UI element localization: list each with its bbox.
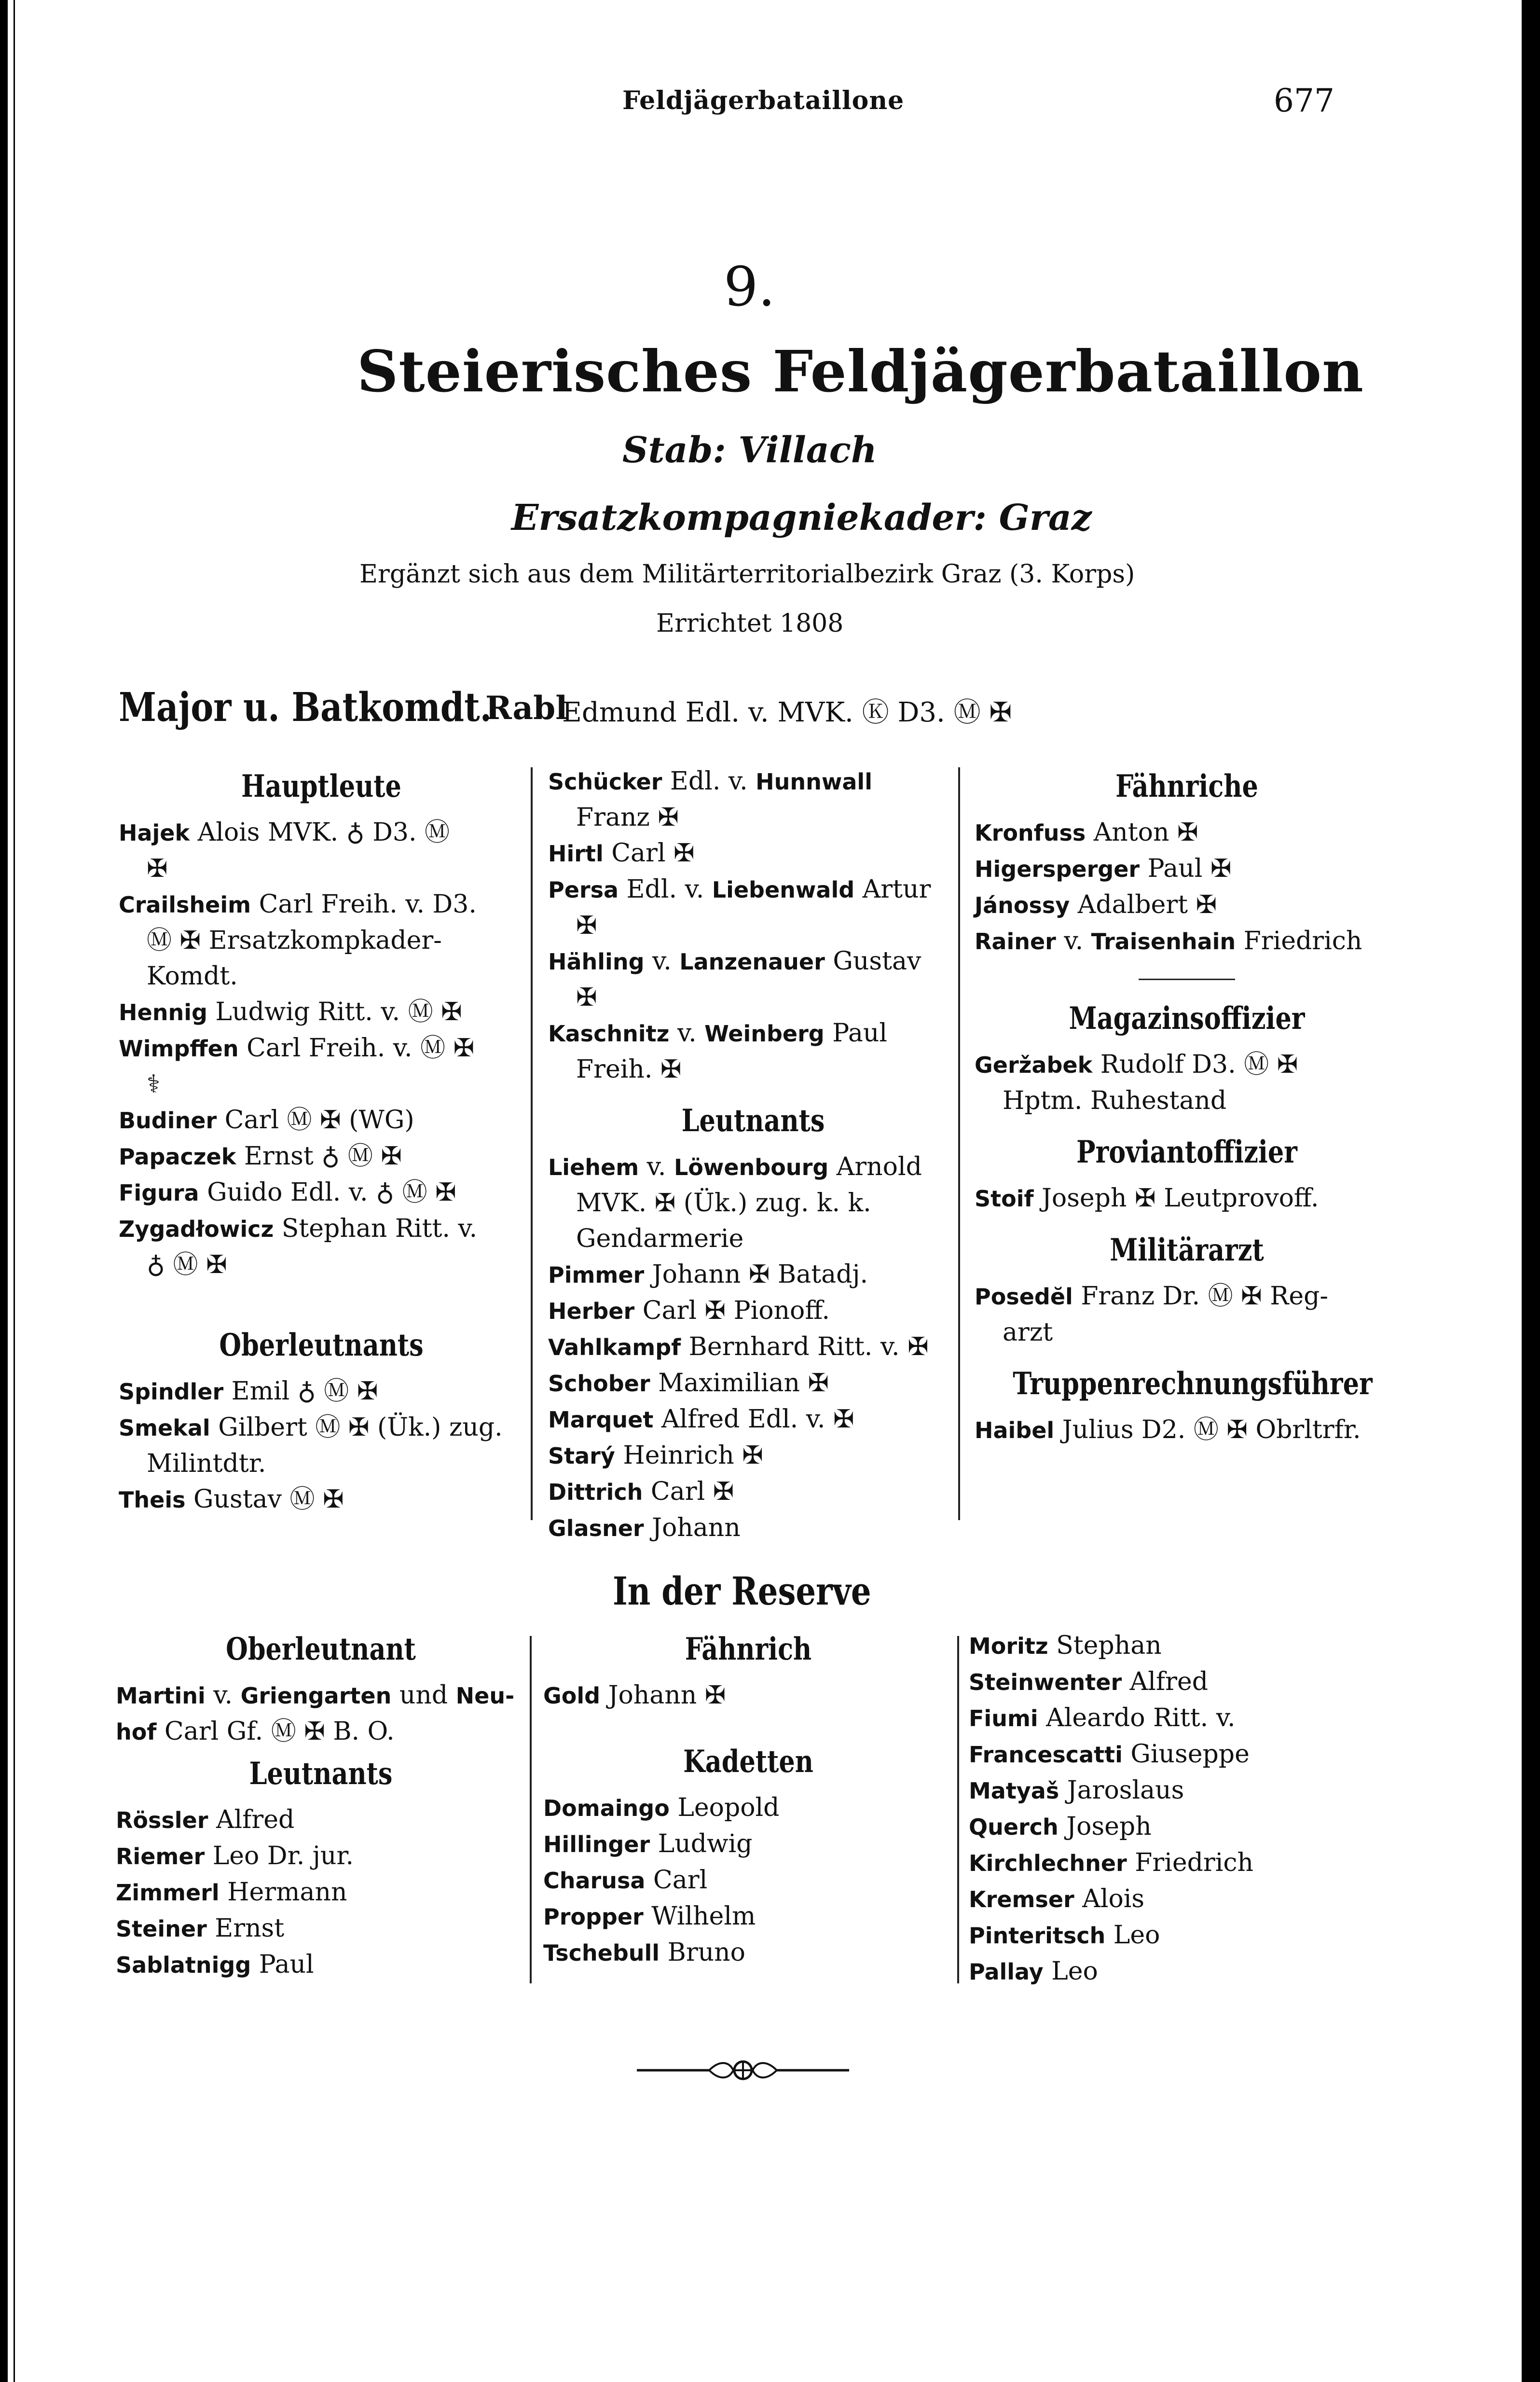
stab-line: Stab: Villach	[622, 429, 877, 471]
list-item: Matyaš Jaroslaus	[969, 1776, 1184, 1805]
list-item: Fiumi Aleardo Ritt. v.	[969, 1703, 1236, 1732]
list-item: Wimpffen Carl Freih. v. Ⓜ ✠	[119, 1034, 475, 1063]
list-item: Papaczek Ernst ♁ Ⓜ ✠	[119, 1142, 402, 1171]
reserve-title: In der Reserve	[613, 1568, 871, 1614]
list-item: Kronfuss Anton ✠	[975, 818, 1198, 847]
column-divider	[957, 1636, 959, 1983]
list-item: Posedĕl Franz Dr. Ⓜ ✠ Reg-	[975, 1282, 1328, 1311]
list-item: Rössler Alfred	[116, 1805, 295, 1834]
list-item: Moritz Stephan	[969, 1631, 1162, 1660]
heading-oberleutnants: Oberleutnants	[219, 1327, 424, 1363]
heading-fahnrich: Fähnrich	[685, 1631, 812, 1667]
list-item-cont: ✠	[576, 983, 597, 1012]
list-item-cont: Milintdtr.	[147, 1449, 266, 1478]
list-item-cont: Franz ✠	[576, 803, 679, 832]
list-item: Schober Maximilian ✠	[548, 1369, 829, 1398]
list-item: Vahlkampf Bernhard Ritt. v. ✠	[548, 1332, 929, 1361]
heading-kadetten: Kadetten	[683, 1744, 813, 1780]
list-item: Hajek Alois MVK. ♁ D3. Ⓜ	[119, 818, 450, 847]
major-label: Major u. Batkomdt.	[119, 684, 492, 731]
list-item: Sablatnigg Paul	[116, 1950, 314, 1979]
heading-proviantoffizier: Proviantoffizier	[1076, 1134, 1297, 1170]
heading-oberleutnant: Oberleutnant	[226, 1631, 416, 1667]
list-item: Steiner Ernst	[116, 1914, 285, 1943]
column-divider	[530, 1636, 532, 1983]
list-item-cont: Freih. ✠	[576, 1055, 682, 1084]
list-item: Propper Wilhelm	[543, 1902, 756, 1931]
list-item: Liehem v. Löwenbourg Arnold	[548, 1152, 922, 1181]
list-item: Persa Edl. v. Liebenwald Artur	[548, 875, 931, 904]
list-item-cont: ✠	[147, 854, 168, 883]
section-rule	[1139, 979, 1235, 980]
reserve-column-2	[543, 1630, 953, 1971]
list-item: Martini v. Griengarten und Neu-	[116, 1681, 515, 1710]
list-item: Budiner Carl Ⓜ ✠ (WG)	[119, 1106, 414, 1135]
heading-truppenrechnungsfuhrer: Truppenrechnungsführer	[1013, 1366, 1373, 1402]
section-number: 9.	[724, 256, 775, 319]
list-item: Geržabek Rudolf D3. Ⓜ ✠	[975, 1050, 1298, 1079]
list-item: Stoif Joseph ✠ Leutprovoff.	[975, 1184, 1319, 1213]
list-item: Steinwenter Alfred	[969, 1667, 1209, 1696]
list-item: Higersperger Paul ✠	[975, 854, 1232, 883]
heading-leutnants: Leutnants	[249, 1756, 393, 1792]
column-divider	[531, 767, 533, 1520]
list-item: Zimmerl Hermann	[116, 1878, 347, 1907]
list-item-cont: ⚕	[147, 1070, 161, 1099]
end-ornament	[637, 2056, 849, 2085]
column-3	[975, 767, 1399, 1448]
page-title: Steierisches Feldjägerbataillon	[357, 338, 1364, 405]
heading-magazinsoffizier: Magazinsoffizier	[1069, 1000, 1305, 1037]
list-item: Gold Johann ✠	[543, 1681, 726, 1710]
list-item: Smekal Gilbert Ⓜ ✠ (Ük.) zug.	[119, 1413, 503, 1442]
erganzt-line: Ergänzt sich aus dem Militärterritorialbezirk Graz (3. Korps)	[359, 560, 1135, 589]
list-item: Starý Heinrich ✠	[548, 1441, 763, 1470]
list-item: Querch Joseph	[969, 1812, 1152, 1841]
reserve-column-3	[969, 1628, 1403, 1990]
list-item: Pallay Leo	[969, 1957, 1098, 1986]
list-item: Haibel Julius D2. Ⓜ ✠ Obrltrfr.	[975, 1415, 1361, 1444]
list-item: Hennig Ludwig Ritt. v. Ⓜ ✠	[119, 997, 462, 1026]
list-item: Charusa Carl	[543, 1866, 708, 1895]
list-item-cont: MVK. ✠ (Ük.) zug. k. k.	[576, 1189, 871, 1218]
heading-fahnriche: Fähnriche	[1115, 768, 1258, 804]
list-item: Hillinger Ludwig	[543, 1829, 753, 1858]
list-item: Jánossy Adalbert ✠	[975, 890, 1217, 919]
ersatz-line: Ersatzkompagniekader: Graz	[511, 497, 1092, 539]
list-item: Zygadłowicz Stephan Ritt. v.	[119, 1214, 478, 1243]
list-item: Dittrich Carl ✠	[548, 1477, 734, 1506]
list-item-cont: hof Carl Gf. Ⓜ ✠ B. O.	[116, 1717, 395, 1746]
errichtet-line: Errichtet 1808	[656, 609, 844, 638]
page-number: 677	[1274, 82, 1334, 119]
list-item-cont: Hptm. Ruhestand	[1003, 1086, 1227, 1115]
column-1	[119, 767, 524, 1518]
list-item: Crailsheim Carl Freih. v. D3.	[119, 890, 477, 919]
list-item-cont: ✠	[576, 911, 597, 940]
list-item: Pimmer Johann ✠ Batadj.	[548, 1260, 868, 1289]
column-divider	[958, 767, 960, 1520]
list-item: Schücker Edl. v. Hunnwall	[548, 767, 872, 796]
list-item: Spindler Emil ♁ Ⓜ ✠	[119, 1377, 378, 1406]
list-item-cont: Komdt.	[147, 962, 238, 991]
list-item: Pinteritsch Leo	[969, 1921, 1160, 1950]
heading-hauptleute: Hauptleute	[241, 768, 401, 804]
list-item: Domaingo Leopold	[543, 1793, 780, 1822]
heading-militararzt: Militärarzt	[1110, 1232, 1264, 1268]
list-item: Theis Gustav Ⓜ ✠	[119, 1485, 344, 1514]
list-item: Herber Carl ✠ Pionoff.	[548, 1296, 830, 1325]
list-item: Rainer v. Traisenhain Friedrich	[975, 927, 1362, 956]
list-item-cont: arzt	[1003, 1318, 1053, 1347]
list-item: Tschebull Bruno	[543, 1938, 745, 1967]
major-details: Edmund Edl. v. MVK. Ⓚ D3. Ⓜ ✠	[562, 697, 1012, 728]
reserve-column-1	[116, 1630, 526, 1983]
heading-leutnants: Leutnants	[681, 1103, 825, 1139]
major-name: Rabl	[485, 689, 568, 727]
list-item: Kremser Alois	[969, 1884, 1145, 1913]
list-item: Hähling v. Lanzenauer Gustav	[548, 947, 921, 976]
running-title: Feldjägerbataillone	[622, 86, 905, 115]
list-item: Kaschnitz v. Weinberg Paul	[548, 1019, 888, 1048]
list-item: Francescatti Giuseppe	[969, 1740, 1250, 1769]
list-item: Figura Guido Edl. v. ♁ Ⓜ ✠	[119, 1178, 456, 1207]
list-item-cont: Gendarmerie	[576, 1224, 744, 1253]
list-item: Riemer Leo Dr. jur.	[116, 1842, 354, 1870]
list-item: Glasner Johann	[548, 1513, 741, 1542]
list-item: Hirtl Carl ✠	[548, 839, 695, 868]
list-item: Marquet Alfred Edl. v. ✠	[548, 1405, 854, 1434]
column-2	[548, 763, 958, 1546]
list-item: Kirchlechner Friedrich	[969, 1848, 1253, 1877]
list-item-cont: ♁ Ⓜ ✠	[147, 1250, 227, 1279]
list-item-cont: Ⓜ ✠ Ersatzkompkader-	[147, 926, 442, 955]
